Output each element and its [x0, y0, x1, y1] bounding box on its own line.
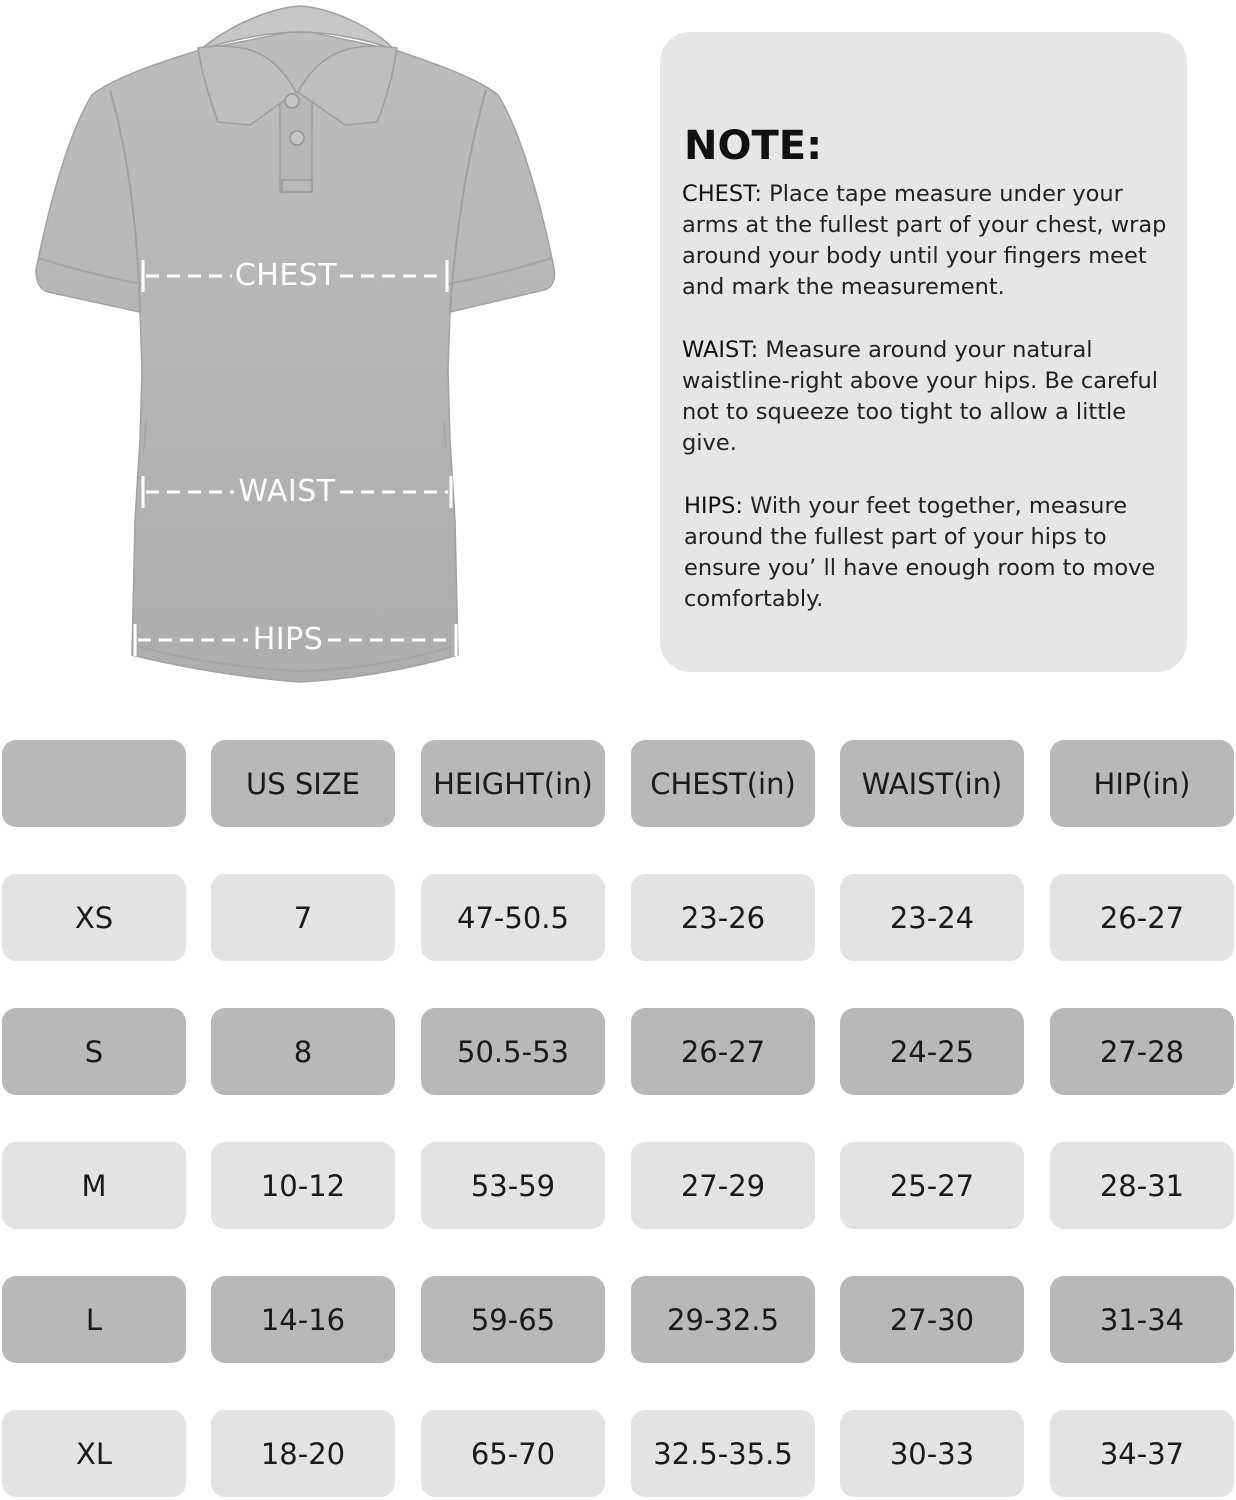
chest-label: CHEST	[234, 258, 338, 293]
row-s-height: 50.5-53	[421, 1008, 605, 1095]
row-m-us-size: 10-12	[211, 1142, 395, 1229]
row-xs-chest: 23-26	[631, 874, 815, 961]
row-xs-waist: 23-24	[840, 874, 1024, 961]
row-m-hip: 28-31	[1050, 1142, 1234, 1229]
row-m-size: M	[2, 1142, 186, 1229]
note-chest-key: CHEST:	[682, 181, 762, 207]
header-height: HEIGHT(in)	[421, 740, 605, 827]
note-hips-key: HIPS:	[684, 493, 743, 519]
row-xl-us-size: 18-20	[211, 1410, 395, 1497]
shirt-diagram	[0, 0, 600, 700]
row-xl-chest: 32.5-35.5	[631, 1410, 815, 1497]
note-hips	[684, 491, 1174, 615]
header-us-size: US SIZE	[211, 740, 395, 827]
header-chest: CHEST(in)	[631, 740, 815, 827]
note-waist-text: Measure around your natural waistline-right above your hips. Be careful not to squeeze too tight to allow a little give.	[682, 337, 1159, 456]
row-xs-us-size: 7	[211, 874, 395, 961]
row-l-us-size: 14-16	[211, 1276, 395, 1363]
row-l-height: 59-65	[421, 1276, 605, 1363]
row-s-size: S	[2, 1008, 186, 1095]
note-hips-text: With your feet together, measure around the fullest part of your hips to ensure you’ ll have enough room to move comfortably.	[684, 493, 1156, 612]
row-xs-height: 47-50.5	[421, 874, 605, 961]
header-hip: HIP(in)	[1050, 740, 1234, 827]
note-waist	[682, 335, 1172, 459]
row-s-hip: 27-28	[1050, 1008, 1234, 1095]
row-l-hip: 31-34	[1050, 1276, 1234, 1363]
header-cell-blank	[2, 740, 186, 827]
note-chest-text: Place tape measure under your arms at the fullest part of your chest, wrap around your body until your fingers meet and mark the measurement.	[682, 181, 1167, 300]
row-xs-hip: 26-27	[1050, 874, 1234, 961]
button-middle	[290, 131, 304, 145]
row-s-waist: 24-25	[840, 1008, 1024, 1095]
note-chest	[682, 179, 1172, 303]
header-waist: WAIST(in)	[840, 740, 1024, 827]
row-l-chest: 29-32.5	[631, 1276, 815, 1363]
waist-label: WAIST	[238, 474, 336, 509]
row-m-chest: 27-29	[631, 1142, 815, 1229]
row-s-chest: 26-27	[631, 1008, 815, 1095]
polo-shirt-illustration	[0, 0, 600, 700]
row-xl-hip: 34-37	[1050, 1410, 1234, 1497]
row-xl-size: XL	[2, 1410, 186, 1497]
row-l-size: L	[2, 1276, 186, 1363]
row-l-waist: 27-30	[840, 1276, 1024, 1363]
row-m-height: 53-59	[421, 1142, 605, 1229]
row-m-waist: 25-27	[840, 1142, 1024, 1229]
row-s-us-size: 8	[211, 1008, 395, 1095]
note-card	[660, 32, 1187, 672]
note-title: NOTE:	[684, 123, 823, 169]
note-waist-key: WAIST:	[682, 337, 759, 363]
hips-label: HIPS	[252, 622, 324, 657]
row-xl-height: 65-70	[421, 1410, 605, 1497]
placket-bottom	[282, 180, 312, 192]
row-xl-waist: 30-33	[840, 1410, 1024, 1497]
row-xs-size: XS	[2, 874, 186, 961]
button-top	[285, 94, 299, 108]
